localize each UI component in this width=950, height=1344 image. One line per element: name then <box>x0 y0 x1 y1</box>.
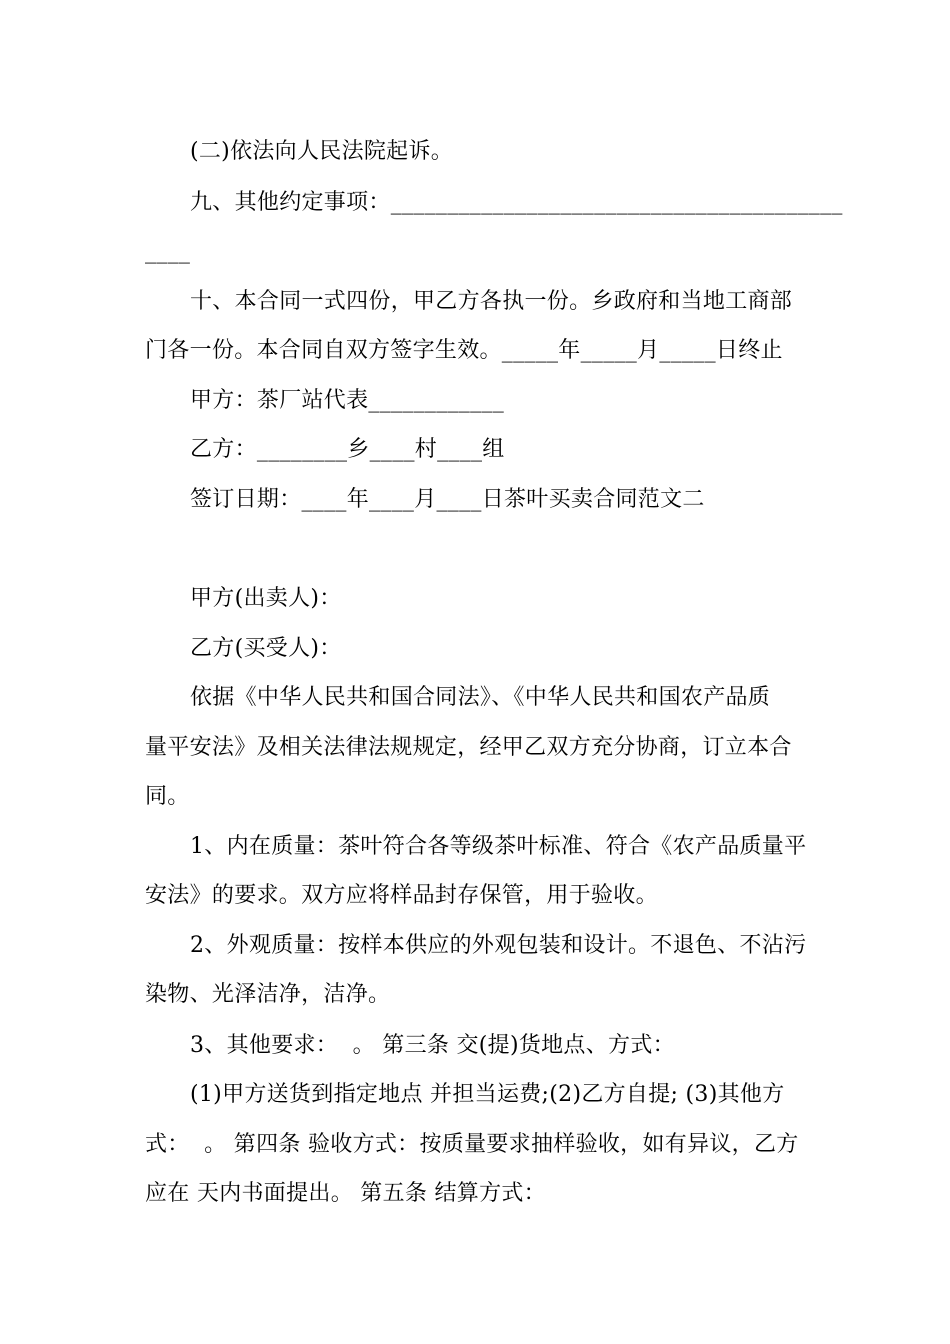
text-line: 九、其他约定事项：________________________________________ <box>190 190 843 215</box>
text-line: 1、内在质量：茶叶符合各等级茶叶标准、符合《农产品质量平 <box>190 834 807 859</box>
text-line: 甲方(出卖人)： <box>190 586 342 611</box>
text-line: 门各一份。本合同自双方签字生效。_____年_____月_____日终止 <box>145 338 783 363</box>
text-line: 式： 。 第四条 验收方式：按质量要求抽样验收，如有异议，乙方 <box>145 1132 799 1157</box>
text-line: 2、外观质量：按样本供应的外观包装和设计。不退色、不沾污 <box>190 933 807 958</box>
text-line: 乙方：________乡____村____组 <box>190 437 505 462</box>
text-line: (二)依法向人民法院起诉。 <box>190 139 454 164</box>
text-line: 乙方(买受人)： <box>190 636 342 661</box>
text-line: (1)甲方送货到指定地点 并担当运费;(2)乙方自提; (3)其他方 <box>190 1082 785 1107</box>
text-line: 依据《中华人民共和国合同法》、《中华人民共和国农产品质 <box>190 685 771 710</box>
text-line: ____ <box>145 239 191 264</box>
text-line: 染物、光泽洁净，洁净。 <box>145 982 391 1007</box>
text-line: 签订日期：____年____月____日茶叶买卖合同范文二 <box>190 487 705 512</box>
text-line: 量平安法》及相关法律法规规定，经甲乙双方充分协商，订立本合 <box>145 735 792 760</box>
text-line: 十、本合同一式四份，甲乙方各执一份。乡政府和当地工商部 <box>190 289 793 314</box>
text-line: 3、其他要求： 。 第三条 交(提)货地点、方式： <box>190 1033 675 1058</box>
text-line: 同。 <box>145 784 190 809</box>
text-line: 安法》的要求。双方应将样品封存保管，用于验收。 <box>145 883 658 908</box>
text-line: 应在 天内书面提出。 第五条 结算方式： <box>145 1181 546 1206</box>
text-line: 甲方：茶厂站代表____________ <box>190 388 505 413</box>
